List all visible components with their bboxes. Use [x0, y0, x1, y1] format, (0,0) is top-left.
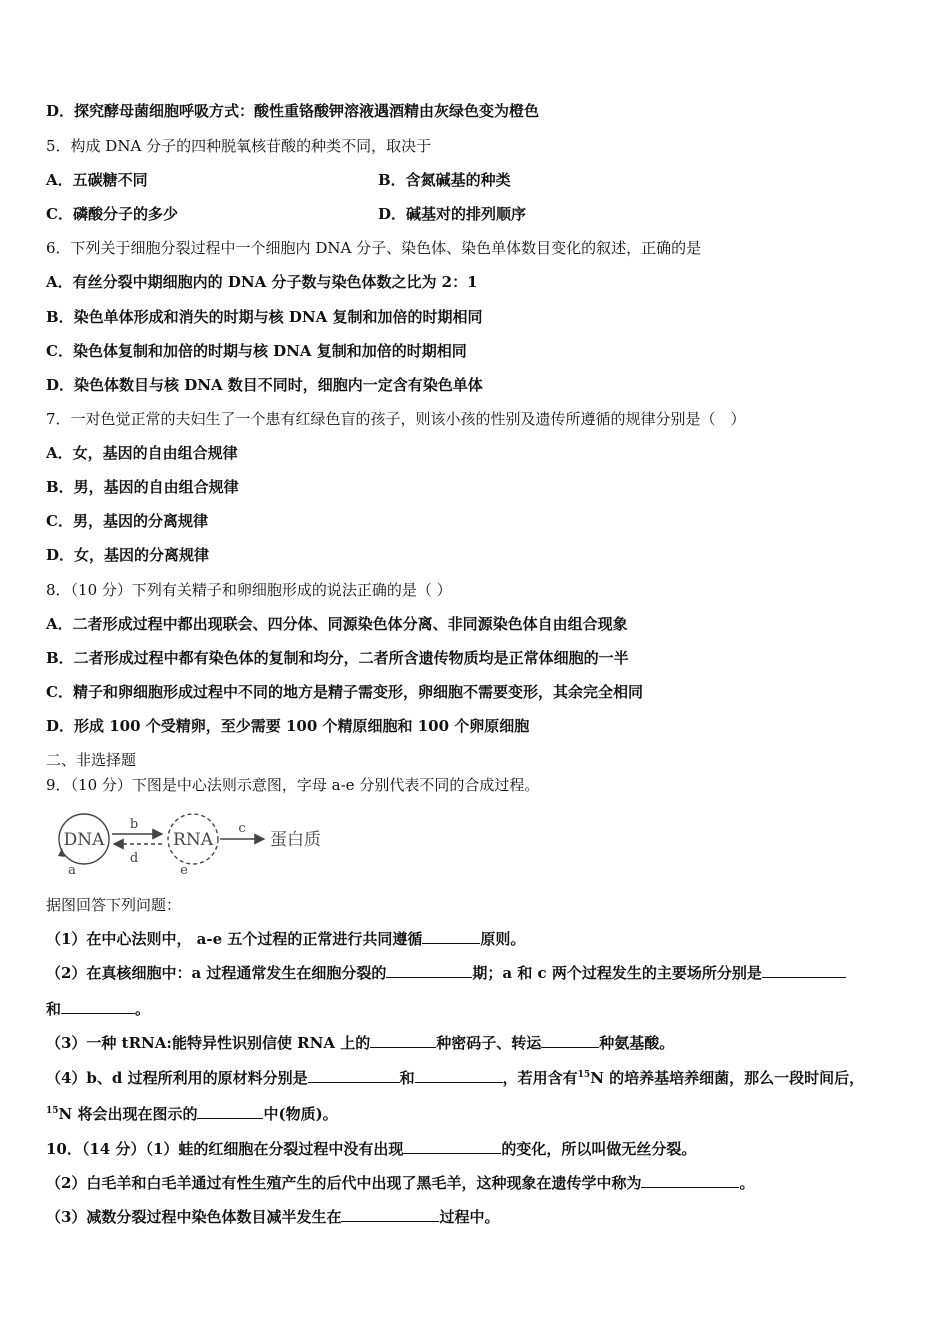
q5-option-a: A．五碳糖不同: [46, 171, 148, 189]
answer-blank[interactable]: [415, 1067, 503, 1083]
answer-blank[interactable]: [762, 962, 846, 978]
q10-part3: （3）减数分裂过程中染色体数目减半发生在 过程中。: [46, 1208, 500, 1226]
q8-option-b: B．二者形成过程中都有染色体的复制和均分，二者所含遗传物质均是正常体细胞的一半: [46, 649, 629, 667]
q5-option-b: B．含氮碱基的种类: [378, 171, 511, 189]
central-dogma-diagram: [46, 806, 346, 878]
q8-option-d: D．形成 100 个受精卵，至少需要 100 个精原细胞和 100 个卵原细胞: [46, 717, 530, 735]
q4-option-d: D．探究酵母菌细胞呼吸方式：酸性重铬酸钾溶液遇酒精由灰绿色变为橙色: [46, 102, 540, 120]
q9-stem: 9．（10 分）下图是中心法则示意图，字母 a-e 分别代表不同的合成过程。: [46, 776, 540, 794]
answer-blank[interactable]: [422, 928, 480, 944]
q8-option-c: C．精子和卵细胞形成过程中不同的地方是精子需变形，卵细胞不需要变形，其余完全相同: [46, 683, 643, 701]
q6-option-b: B．染色单体形成和消失的时期与核 DNA 复制和加倍的时期相同: [46, 308, 483, 326]
q6-option-c: C．染色体复制和加倍的时期与核 DNA 复制和加倍的时期相同: [46, 342, 467, 360]
answer-blank[interactable]: [308, 1067, 400, 1083]
q8-option-a: A．二者形成过程中都出现联会、四分体、同源染色体分离、非同源染色体自由组合现象: [46, 615, 628, 633]
dna-label: DNA: [63, 830, 105, 850]
q8-stem: 8．（10 分）下列有关精子和卵细胞形成的说法正确的是（ ）: [46, 581, 452, 599]
answer-blank[interactable]: [61, 998, 135, 1014]
answer-blank[interactable]: [403, 1138, 501, 1154]
q7-option-d: D．女，基因的分离规律: [46, 546, 210, 564]
q7-option-a: A．女，基因的自由组合规律: [46, 444, 238, 462]
label-c: c: [238, 821, 246, 836]
q9-part2: （2）在真核细胞中：a 过程通常发生在细胞分裂的 期；a 和 c 两个过程发生的主要场所分别是: [46, 962, 846, 983]
rna-label: RNA: [173, 830, 213, 850]
answer-blank[interactable]: [541, 1032, 599, 1048]
label-b: b: [129, 817, 139, 832]
q6-stem: 6．下列关于细胞分裂过程中一个细胞内 DNA 分子、染色体、染色单体数目变化的叙述，正确的是: [46, 239, 702, 257]
label-e: e: [180, 863, 188, 878]
q9-part4: （4）b、d 过程所利用的原材料分别是 和 ，若用含有$^{15}$N 的培养基培养细菌，那么一段时间后，: [46, 1069, 865, 1087]
q9-part1: （1）在中心法则中， a-e 五个过程的正常进行共同遵循 原则。: [46, 930, 526, 948]
q7-stem: 7．一对色觉正常的夫妇生了一个患有红绿色盲的孩子，则该小孩的性别及遗传所遵循的规律分别是（ ）: [46, 410, 746, 428]
answer-blank[interactable]: [386, 962, 472, 978]
label-d: d: [129, 851, 139, 866]
q5-stem: 5．构成 DNA 分子的四种脱氧核苷酸的种类不同，取决于: [46, 137, 432, 155]
protein-label: 蛋白质: [270, 830, 321, 850]
q9-part4-cont: $^{15}$N 将会出现在图示的 中(物质)。: [46, 1105, 338, 1123]
label-a: a: [68, 863, 76, 878]
answer-blank[interactable]: [641, 1172, 739, 1188]
section-heading: 二、非选择题: [46, 751, 137, 769]
q10-part2: （2）白毛羊和白毛羊通过有性生殖产生的后代中出现了黑毛羊，这种现象在遗传学中称为 。: [46, 1174, 755, 1192]
q9-part2-cont: 和 。: [46, 1000, 151, 1018]
q5-option-c: C．磷酸分子的多少: [46, 205, 178, 223]
answer-blank[interactable]: [370, 1032, 436, 1048]
q9-lead: 据图回答下列问题：: [46, 896, 182, 914]
q7-option-b: B．男，基因的自由组合规律: [46, 478, 239, 496]
q10-part1: 10．（14 分）（1）蛙的红细胞在分裂过程中没有出现 的变化，所以叫做无丝分裂。: [46, 1140, 697, 1158]
answer-blank[interactable]: [341, 1206, 439, 1222]
q6-option-a: A．有丝分裂中期细胞内的 DNA 分子数与染色体数之比为 2：1: [46, 273, 478, 291]
q7-option-c: C．男，基因的分离规律: [46, 512, 208, 530]
q6-option-d: D．染色体数目与核 DNA 数目不同时，细胞内一定含有染色单体: [46, 376, 483, 394]
q9-part3: （3）一种 tRNA:能特异性识别信使 RNA 上的 种密码子、转运 种氨基酸。: [46, 1034, 675, 1052]
q5-option-d: D．碱基对的排列顺序: [378, 205, 527, 223]
answer-blank[interactable]: [197, 1103, 263, 1119]
